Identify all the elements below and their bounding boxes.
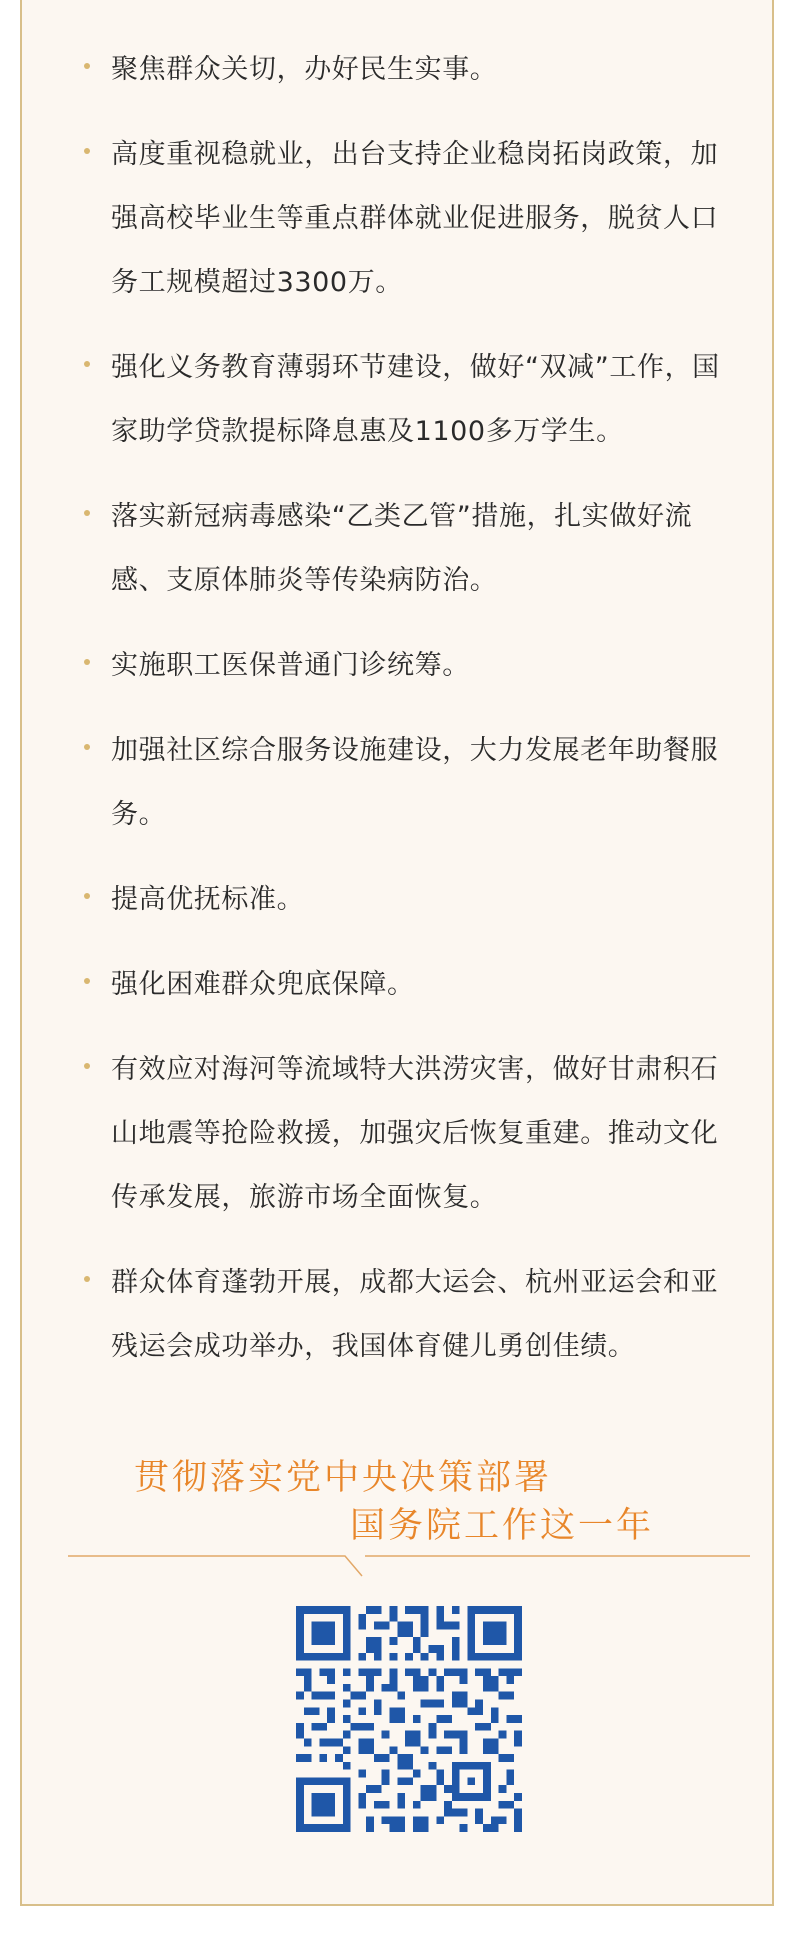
bullet-dot-icon — [84, 63, 90, 69]
divider-line-left — [68, 1556, 362, 1576]
list-item — [22, 634, 776, 698]
list-item-text: 加强社区综合服务设施建设，大力发展老年助餐服务。 — [111, 735, 719, 830]
bullet-dot-icon — [84, 148, 90, 154]
list-item-text: 群众体育蓬勃开展，成都大运会、杭州亚运会和亚残运会成功举办，我国体育健儿勇创佳绩。 — [111, 1267, 719, 1362]
list-item-text: 强化义务教育薄弱环节建设，做好“双减”工作，国家助学贷款提标降息惠及1100多万学生。 — [111, 352, 720, 447]
list-item-text: 强化困难群众兜底保障。 — [111, 969, 415, 1000]
qr-code[interactable] — [296, 1606, 522, 1832]
list-item-text: 高度重视稳就业，出台支持企业稳岗拓岗政策，加强高校毕业生等重点群体就业促进服务，脱贫人口务工规模超过3300万。 — [111, 139, 719, 298]
list-item — [22, 1038, 776, 1230]
footer-title-line-2: 国务院工作这一年 — [350, 1506, 655, 1546]
bullet-dot-icon — [84, 744, 90, 750]
content-card — [20, 0, 774, 1906]
list-item — [22, 1251, 776, 1379]
bullet-dot-icon — [84, 361, 90, 367]
list-item — [22, 336, 776, 464]
footer-title-line-1: 贯彻落实党中央决策部署 — [134, 1458, 553, 1498]
list-item — [22, 485, 776, 613]
list-item — [22, 953, 776, 1017]
list-item-text: 落实新冠病毒感染“乙类乙管”措施，扎实做好流感、支原体肺炎等传染病防治。 — [111, 501, 693, 596]
list-item — [22, 38, 776, 102]
list-item — [22, 868, 776, 932]
footer-divider — [50, 1551, 750, 1581]
list-item-text: 提高优抚标准。 — [111, 884, 305, 915]
bullet-list — [22, 38, 776, 1400]
list-item — [22, 719, 776, 847]
bullet-dot-icon — [84, 659, 90, 665]
list-item — [22, 123, 776, 315]
bullet-dot-icon — [84, 1063, 90, 1069]
list-item-text: 有效应对海河等流域特大洪涝灾害，做好甘肃积石山地震等抢险救援，加强灾后恢复重建。推动文化传承发展，旅游市场全面恢复。 — [111, 1054, 719, 1213]
bullet-dot-icon — [84, 510, 90, 516]
list-item-text: 实施职工医保普通门诊统筹。 — [111, 650, 470, 681]
bullet-dot-icon — [84, 978, 90, 984]
list-item-text: 聚焦群众关切，办好民生实事。 — [111, 54, 498, 85]
bullet-dot-icon — [84, 893, 90, 899]
bullet-dot-icon — [84, 1276, 90, 1282]
